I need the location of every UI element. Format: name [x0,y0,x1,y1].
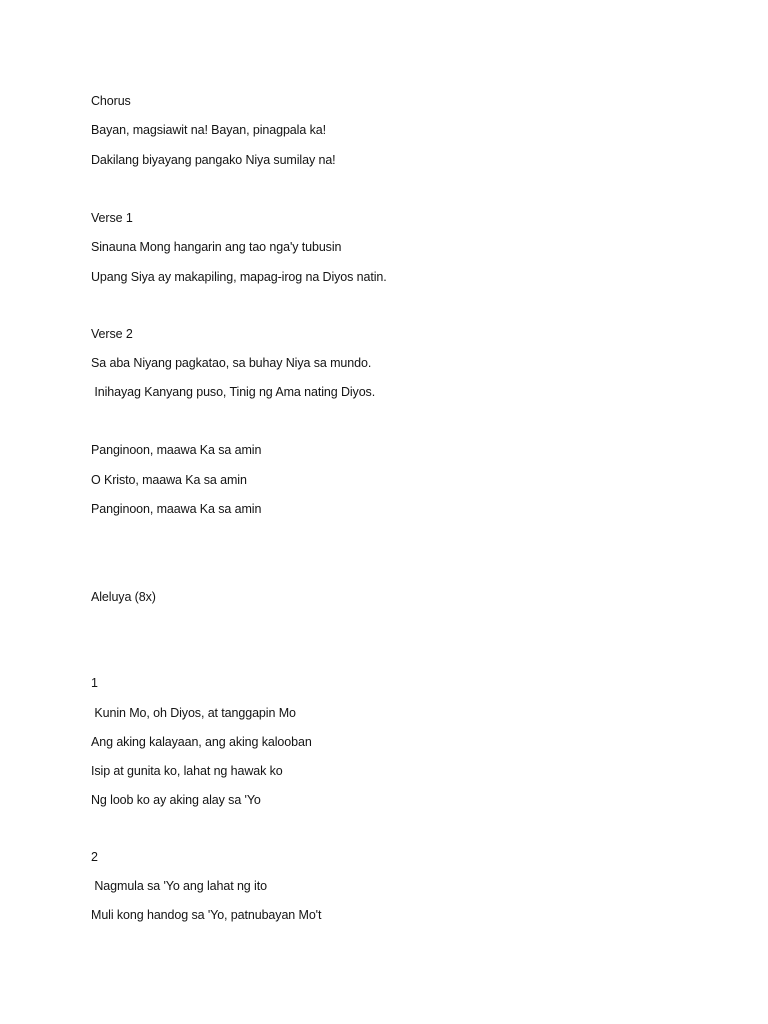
aleluya-line: Aleluya (8x) [91,590,156,604]
section1-heading: 1 [91,676,98,690]
verse2-line: Inihayag Kanyang puso, Tinig ng Ama nating Diyos. [91,385,376,399]
section1-line: Ng loob ko ay aking alay sa 'Yo [91,793,261,807]
chorus-line: Dakilang biyayang pangako Niya sumilay na! [91,153,336,167]
section1-line: Isip at gunita ko, lahat ng hawak ko [91,764,283,778]
section2-heading: 2 [91,850,98,864]
kyrie-line: Panginoon, maawa Ka sa amin [91,502,262,516]
section2-line: Nagmula sa 'Yo ang lahat ng ito [91,879,267,893]
verse1-heading: Verse 1 [91,211,133,225]
section1-line: Ang aking kalayaan, ang aking kalooban [91,735,312,749]
verse2-line: Sa aba Niyang pagkatao, sa buhay Niya sa mundo. [91,356,372,370]
verse1-line: Upang Siya ay makapiling, mapag-irog na Diyos natin. [91,270,387,284]
chorus-line: Bayan, magsiawit na! Bayan, pinagpala ka! [91,123,326,137]
verse2-heading: Verse 2 [91,327,133,341]
chorus-heading: Chorus [91,94,131,108]
section1-line: Kunin Mo, oh Diyos, at tanggapin Mo [91,706,296,720]
section2-line: Muli kong handog sa 'Yo, patnubayan Mo't [91,908,322,922]
verse1-line: Sinauna Mong hangarin ang tao nga'y tubusin [91,240,342,254]
kyrie-line: O Kristo, maawa Ka sa amin [91,473,247,487]
kyrie-line: Panginoon, maawa Ka sa amin [91,443,262,457]
